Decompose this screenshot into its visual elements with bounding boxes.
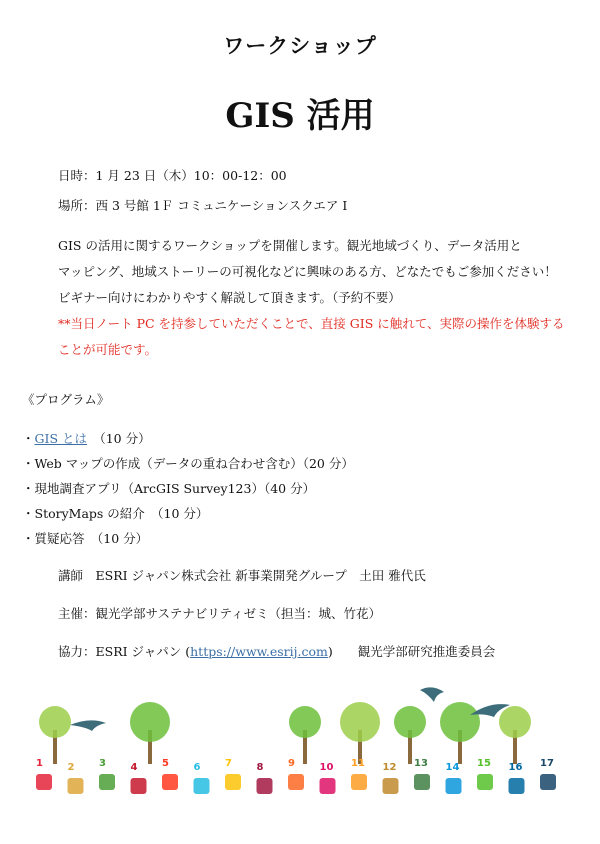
svg-text:12: 12 (382, 762, 397, 773)
program-text: StoryMaps の紹介 （10 分） (34, 506, 209, 521)
event-title: GIS 活用 (225, 96, 375, 136)
event-subtitle: ワークショップ (223, 34, 377, 58)
sdg-goal-icon (477, 758, 493, 790)
tree-icon (499, 706, 531, 764)
datetime-text: 日時：1 月 23 日（木）10：00-12：00 (58, 168, 287, 183)
sdg-goal-icon (225, 758, 241, 790)
sdg-goal-icon (351, 758, 367, 790)
sdg-goal-icon (414, 758, 430, 790)
program-text: Web マップの作成（データの重ね合わせ含む）（20 分） (34, 456, 354, 471)
bullet: ・ (22, 456, 35, 471)
svg-text:4: 4 (130, 762, 138, 773)
sdg-goal-icon (194, 762, 210, 794)
gis-link[interactable]: GIS とは (34, 431, 87, 446)
program-item (22, 479, 315, 497)
svg-text:6: 6 (193, 762, 201, 773)
sdg-goal-icon (68, 762, 84, 794)
tree-icon (340, 702, 380, 764)
bullet: ・ (22, 481, 35, 496)
note-line-2: ことが可能です。 (58, 342, 158, 357)
sdg-goal-icon (162, 758, 178, 790)
program-item (22, 454, 354, 472)
bullet: ・ (22, 506, 35, 521)
svg-text:16: 16 (508, 762, 523, 773)
sdg-goal-icon (383, 762, 399, 794)
svg-text:9: 9 (288, 758, 295, 769)
svg-text:1: 1 (36, 758, 43, 769)
sdg-goal-icon (257, 762, 273, 794)
program-text: 質疑応答 （10 分） (34, 531, 149, 546)
svg-text:2: 2 (67, 762, 75, 773)
sdg-goal-icon (509, 762, 525, 794)
intro-line-2: マッピング、地域ストーリーの可視化などに興味のある方、どなたでもご参加ください！ (58, 264, 557, 279)
organizer-text: 主催：観光学部サステナビリティゼミ（担当：城、竹花） (58, 606, 382, 621)
bullet: ・ (22, 531, 35, 546)
intro-line-1: GIS の活用に関するワークショップを開催します。観光地域づくり、データ活用と (58, 238, 522, 253)
sdgs-illustration (0, 670, 600, 844)
svg-text:13: 13 (414, 758, 428, 769)
program-item (22, 529, 148, 547)
intro-line-3: ビギナー向けにわかりやすく解説して頂きます。（予約不要） (58, 290, 401, 305)
svg-text:7: 7 (225, 758, 232, 769)
sdg-goal-icon (320, 762, 336, 794)
svg-text:10: 10 (319, 762, 334, 773)
tree-icon (39, 706, 71, 764)
sdg-goal-icon (540, 758, 556, 790)
sdg-goal-icon (288, 758, 304, 790)
svg-text:15: 15 (477, 758, 491, 769)
sdg-goal-icon (36, 758, 52, 790)
program-heading: 《プログラム》 (22, 392, 110, 407)
svg-text:8: 8 (256, 762, 264, 773)
swallow-icon (70, 720, 106, 731)
sdg-goal-icon (131, 762, 147, 794)
note-line-1: **当日ノート PC を持参していただくことで、直接 GIS に触れて、実際の操作を体験する (58, 316, 565, 331)
tree-icon (394, 706, 426, 764)
sdg-goal-icon (446, 762, 462, 794)
cooperation-suffix: ) 観光学部研究推進委員会 (327, 644, 496, 659)
svg-text:17: 17 (540, 758, 554, 769)
esrij-link[interactable]: https://www.esrij.com (190, 644, 328, 659)
bullet: ・ (22, 431, 35, 446)
program-text: 現地調査アプリ（ArcGIS Survey123）（40 分） (34, 481, 316, 496)
cooperation-prefix: 協力：ESRI ジャパン ( (58, 644, 191, 659)
sdg-goal-icon (99, 758, 115, 790)
tree-icon (440, 702, 480, 764)
lecturer-text: 講師 ESRI ジャパン株式会社 新事業開発グループ 土田 雅代氏 (58, 568, 426, 583)
svg-text:5: 5 (162, 758, 169, 769)
svg-text:3: 3 (99, 758, 106, 769)
swallow-icon (420, 687, 444, 702)
program-item (22, 429, 151, 447)
program-duration: （10 分） (86, 431, 151, 446)
svg-text:11: 11 (351, 758, 365, 769)
program-item (22, 504, 208, 522)
svg-text:14: 14 (445, 762, 460, 773)
cooperation-text (58, 642, 495, 660)
tree-icon (289, 706, 321, 764)
place-text: 場所：西 3 号館 1Ｆ コミュニケーションスクエア I (58, 198, 348, 213)
tree-icon (130, 702, 170, 764)
